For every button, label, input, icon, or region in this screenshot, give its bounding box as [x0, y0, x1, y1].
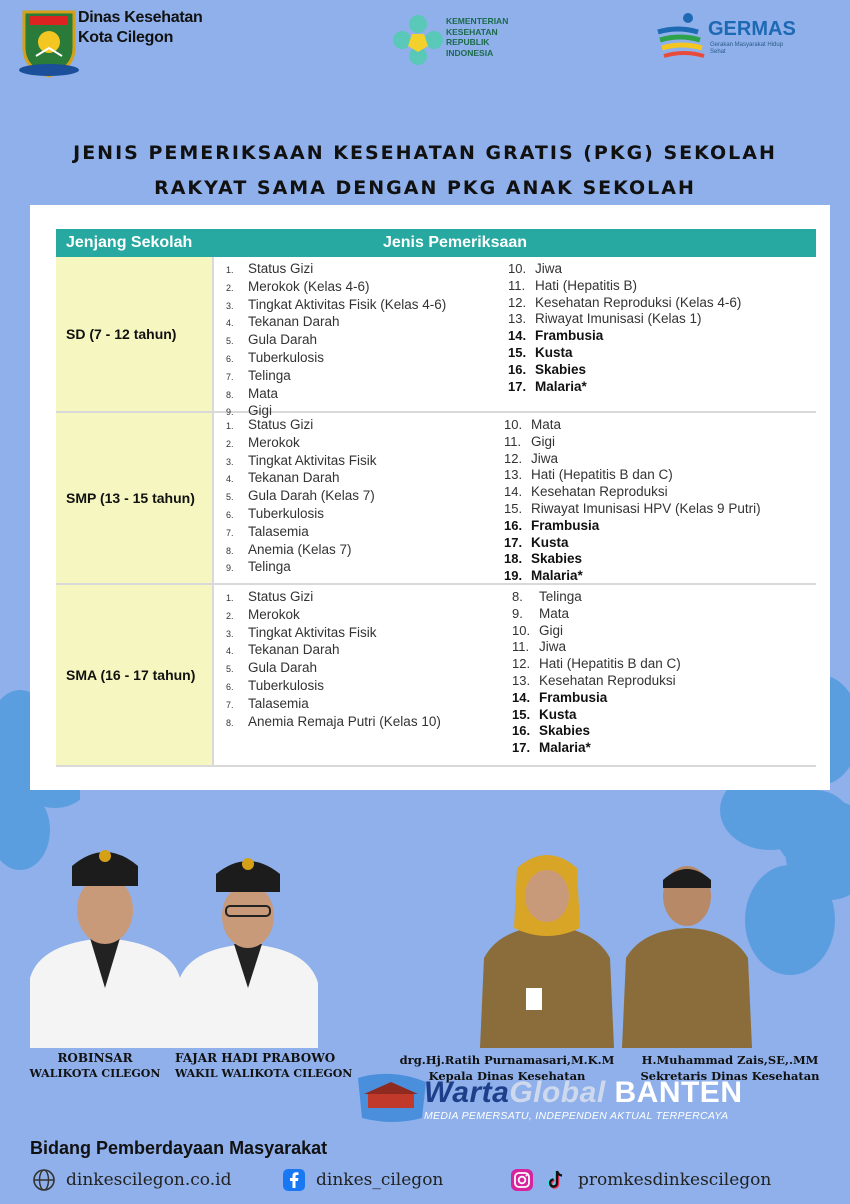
exam-item-number: 3.	[226, 628, 234, 639]
level-cell: SMA (16 - 17 tahun)	[56, 585, 214, 765]
exam-item	[512, 740, 681, 757]
exam-item-number: 2.	[226, 282, 234, 293]
exam-item-label: Frambusia	[531, 517, 600, 533]
exam-item-label: Hati (Hepatitis B)	[535, 277, 638, 293]
exam-item	[512, 639, 681, 656]
instagram-link[interactable]: promkesdinkescilegon	[578, 1170, 772, 1190]
footer-facebook[interactable]	[282, 1168, 443, 1192]
exam-item	[226, 368, 446, 386]
exam-item-label: Anemia (Kelas 7)	[248, 541, 352, 557]
exam-item-number: 9.	[226, 407, 234, 418]
exam-item	[504, 451, 761, 468]
exam-item-number: 4.	[226, 646, 234, 657]
exam-item	[504, 568, 761, 585]
official-caption	[175, 1050, 353, 1082]
exam-list	[226, 261, 446, 421]
exam-item-number: 1.	[226, 265, 234, 275]
official-role: WAKIL WALIKOTA CILEGON	[175, 1067, 353, 1080]
exam-item-label: Merokok (Kelas 4-6)	[248, 278, 370, 294]
exam-item	[226, 417, 377, 435]
kemenkes-line: KEMENTERIAN	[446, 16, 509, 26]
exam-item-number: 14.	[504, 484, 523, 500]
exam-item-number: 12.	[504, 450, 523, 466]
exam-item-label: Anemia Remaja Putri (Kelas 10)	[248, 713, 441, 729]
exam-item-label: Tingkat Aktivitas Fisik	[248, 624, 377, 640]
exam-item	[512, 656, 681, 673]
exam-item	[226, 386, 446, 404]
exam-item-label: Gula Darah	[248, 660, 318, 676]
exam-item	[226, 696, 441, 714]
exam-item-label: Telinga	[539, 589, 582, 604]
exam-item-number: 7.	[226, 371, 234, 382]
exam-item-number: 11.	[508, 277, 526, 293]
exam-item	[226, 607, 441, 625]
exam-item-number: 3.	[226, 300, 234, 311]
official-photo-wakil-walikota	[178, 848, 318, 1048]
exam-item-label: Frambusia	[539, 689, 608, 705]
exam-item-label: Gula Darah	[248, 332, 318, 348]
exam-item-number: 1.	[226, 421, 234, 431]
exam-item-label: Tuberkulosis	[248, 677, 325, 693]
exam-item-label: Mata	[248, 385, 279, 401]
exam-item-number: 2.	[226, 610, 234, 621]
exam-item	[504, 417, 761, 434]
exam-item	[226, 488, 377, 506]
exam-item-label: Jiwa	[539, 639, 567, 655]
kemenkes-text	[446, 16, 508, 58]
watermark-title-c: BANTEN	[605, 1076, 743, 1109]
exam-item	[504, 551, 761, 568]
exam-item-number: 16.	[504, 517, 523, 533]
exam-list-right	[508, 261, 741, 395]
facebook-icon	[282, 1168, 306, 1192]
exam-item-label: Jiwa	[531, 450, 559, 466]
org-name-line1: Dinas Kesehatan	[78, 9, 203, 26]
org-name-line2: Kota Cilegon	[78, 29, 174, 46]
exam-item	[504, 535, 761, 552]
exam-item-number: 10.	[512, 622, 531, 638]
watermark-title-b: Global	[509, 1076, 606, 1109]
exam-item-number: 9.	[512, 605, 523, 621]
official-photo-walikota	[30, 838, 180, 1048]
exam-item-label: Hati (Hepatitis B dan C)	[539, 656, 681, 672]
exam-item-label: Talasemia	[248, 695, 309, 711]
kemenkes-line: KESEHATAN	[446, 26, 498, 37]
exam-item-label: Skabies	[535, 361, 587, 377]
exam-item	[226, 453, 377, 471]
exam-item-number: 17.	[508, 378, 527, 394]
official-name: drg.Hj.Ratih Purnamasari,M.K.M	[399, 1053, 615, 1067]
level-cell: SMP (13 - 15 tahun)	[56, 413, 214, 583]
exam-item-label: Malaria*	[535, 378, 587, 394]
exam-item	[226, 297, 446, 315]
official-name: ROBINSAR	[57, 1051, 133, 1065]
exam-item-number: 16.	[508, 361, 527, 377]
exam-item	[226, 314, 446, 332]
watermark-title-a: Warta	[424, 1076, 510, 1109]
exam-item-label: Frambusia	[535, 328, 604, 344]
exam-item-number: 8.	[512, 589, 523, 604]
exam-list	[504, 417, 761, 585]
exam-item	[512, 723, 681, 740]
exam-item-label: Status Gizi	[248, 417, 314, 432]
exam-item	[512, 623, 681, 640]
official-photo-sekretaris	[622, 858, 752, 1048]
exam-item-label: Mata	[531, 417, 562, 432]
watermark-logo-icon	[352, 1068, 432, 1126]
watermark-subtitle: MEDIA PEMERSATU, INDEPENDEN AKTUAL TERPERCAYA	[424, 1110, 729, 1122]
exam-item-label: Skabies	[531, 551, 583, 567]
exam-item-number: 11.	[512, 639, 530, 655]
table-row	[56, 585, 816, 767]
page-title-line1: JENIS PEMERIKSAAN KESEHATAN GRATIS (PKG) SEKOLAH	[73, 142, 777, 164]
exam-item	[226, 642, 441, 660]
exam-list-left	[226, 589, 441, 731]
exam-item-label: Status Gizi	[248, 261, 314, 276]
exam-cell	[214, 257, 816, 419]
exam-item-number: 5.	[226, 664, 234, 675]
exam-item-number: 13.	[508, 311, 527, 327]
germas-title: GERMAS	[708, 18, 796, 40]
exam-cell	[214, 413, 816, 583]
exam-item-number: 6.	[226, 681, 234, 692]
exam-item-label: Merokok	[248, 434, 300, 450]
level-cell: SD (7 - 12 tahun)	[56, 257, 214, 411]
exam-item-label: Kusta	[539, 706, 577, 722]
exam-list-left	[226, 261, 446, 421]
exam-item-number: 2.	[226, 438, 234, 449]
exam-item	[226, 261, 446, 279]
footer-instagram-tiktok[interactable]	[510, 1168, 771, 1192]
exam-item-label: Kusta	[535, 344, 573, 360]
exam-item-label: Kesehatan Reproduksi	[531, 484, 668, 500]
exam-item-label: Jiwa	[535, 261, 563, 276]
exam-item	[226, 542, 377, 560]
exam-item-label: Status Gizi	[248, 589, 314, 604]
exam-list	[226, 589, 441, 731]
exam-item-number: 17.	[512, 740, 531, 756]
exam-item	[512, 589, 681, 606]
exam-list	[512, 589, 681, 757]
exam-item-label: Kesehatan Reproduksi (Kelas 4-6)	[535, 294, 742, 310]
exam-item-label: Tuberkulosis	[248, 349, 325, 365]
exam-item-label: Riwayat Imunisasi HPV (Kelas 9 Putri)	[531, 500, 761, 516]
exam-item-label: Hati (Hepatitis B dan C)	[531, 467, 673, 483]
column-header-exam: Jenis Pemeriksaan	[382, 234, 528, 251]
exam-item	[226, 524, 377, 542]
exam-table-card	[30, 205, 830, 790]
exam-item-number: 10.	[504, 417, 523, 432]
exam-item-label: Talasemia	[248, 523, 309, 539]
page-title-line2: RAKYAT SAMA DENGAN PKG ANAK SEKOLAH	[154, 177, 696, 199]
exam-item-label: Kesehatan Reproduksi	[539, 672, 676, 688]
exam-item-number: 5.	[226, 492, 234, 503]
exam-item	[226, 506, 377, 524]
exam-item	[508, 311, 741, 328]
exam-item	[508, 345, 741, 362]
germas-logo-icon	[654, 10, 710, 58]
exam-item-number: 8.	[226, 545, 234, 556]
globe-icon	[32, 1168, 56, 1192]
exam-item-label: Merokok	[248, 606, 300, 622]
exam-item-number: 15.	[512, 706, 531, 722]
exam-item-number: 6.	[226, 509, 234, 520]
exam-item-number: 12.	[508, 294, 527, 310]
exam-item-number: 5.	[226, 336, 234, 347]
exam-item-number: 18.	[504, 551, 523, 567]
exam-cell	[214, 585, 816, 765]
exam-item	[226, 559, 377, 577]
official-name: FAJAR HADI PRABOWO	[175, 1051, 336, 1065]
official-name: H.Muhammad Zais,SE,.MM	[641, 1053, 819, 1067]
official-role: Sekretaris Dinas Kesehatan	[640, 1069, 820, 1083]
exam-item	[226, 678, 441, 696]
exam-item-label: Malaria*	[539, 740, 591, 756]
official-role: WALIKOTA CILEGON	[29, 1067, 161, 1080]
exam-item-number: 7.	[226, 699, 234, 710]
exam-item-number: 14.	[512, 689, 531, 705]
exam-list	[226, 417, 377, 577]
exam-item	[226, 279, 446, 297]
exam-item-label: Skabies	[539, 723, 591, 739]
exam-item	[508, 278, 741, 295]
watermark	[352, 1068, 782, 1126]
exam-item-number: 4.	[226, 318, 234, 329]
tiktok-icon	[544, 1168, 568, 1192]
exam-item-number: 11.	[504, 433, 522, 449]
exam-item-number: 16.	[512, 723, 531, 739]
exam-item-number: 13.	[512, 672, 531, 688]
header	[0, 0, 850, 110]
official-role: Kepala Dinas Kesehatan	[428, 1069, 586, 1083]
exam-item-number: 13.	[504, 467, 523, 483]
exam-item	[512, 690, 681, 707]
exam-item-number: 15.	[504, 500, 523, 516]
exam-item	[512, 673, 681, 690]
exam-item-number: 4.	[226, 474, 234, 485]
kemenkes-logo-icon	[388, 10, 448, 70]
exam-item-number: 12.	[512, 656, 531, 672]
exam-item-label: Mata	[539, 605, 570, 621]
exam-item-number: 6.	[226, 353, 234, 364]
table-row	[56, 257, 816, 419]
exam-item-label: Tekanan Darah	[248, 642, 340, 658]
exam-item-label: Telinga	[248, 559, 291, 575]
exam-item	[226, 332, 446, 350]
exam-item-label: Gigi	[539, 622, 564, 638]
column-header-level: Jenjang Sekolah	[66, 234, 193, 251]
exam-item	[504, 434, 761, 451]
exam-item	[226, 625, 441, 643]
table-header	[56, 229, 816, 257]
exam-table	[56, 229, 816, 767]
instagram-icon	[510, 1168, 534, 1192]
exam-item	[512, 707, 681, 724]
exam-item-number: 17.	[504, 534, 523, 550]
exam-item	[512, 606, 681, 623]
exam-item-label: Malaria*	[531, 568, 583, 584]
kemenkes-line: INDONESIA	[446, 47, 494, 58]
exam-item-label: Tingkat Aktivitas Fisik (Kelas 4-6)	[248, 296, 447, 312]
exam-item	[504, 467, 761, 484]
exam-item	[226, 350, 446, 368]
exam-item-label: Tekanan Darah	[248, 314, 340, 330]
official-caption	[20, 1050, 170, 1082]
exam-item	[508, 295, 741, 312]
exam-item-label: Tingkat Aktivitas Fisik	[248, 452, 377, 468]
page-title	[0, 136, 850, 206]
org-name	[78, 8, 202, 48]
exam-item	[226, 589, 441, 607]
cilegon-emblem-icon	[16, 8, 82, 80]
exam-item	[226, 714, 441, 732]
exam-item-number: 15.	[508, 344, 527, 360]
exam-item-label: Tuberkulosis	[248, 505, 325, 521]
exam-item-label: Gula Darah (Kelas 7)	[248, 488, 375, 504]
exam-item-number: 3.	[226, 456, 234, 467]
exam-item-number: 14.	[508, 328, 527, 344]
exam-item-label: Gigi	[531, 433, 556, 449]
exam-item-number: 10.	[508, 261, 527, 276]
exam-list-right	[504, 417, 761, 585]
footer-website[interactable]	[32, 1168, 231, 1192]
exam-item	[504, 501, 761, 518]
exam-item-number: 7.	[226, 527, 234, 538]
exam-item	[226, 660, 441, 678]
exam-item	[226, 470, 377, 488]
exam-item-number: 8.	[226, 717, 234, 728]
exam-list	[508, 261, 741, 395]
exam-item-number: 1.	[226, 593, 234, 603]
table-row	[56, 413, 816, 585]
exam-item-number: 8.	[226, 389, 234, 400]
exam-item	[508, 261, 741, 278]
exam-item-label: Riwayat Imunisasi (Kelas 1)	[535, 311, 702, 327]
exam-item	[508, 328, 741, 345]
exam-item-label: Gigi	[248, 403, 273, 419]
exam-item-number: 19.	[504, 568, 523, 584]
exam-item	[504, 484, 761, 501]
website-link[interactable]: dinkescilegon.co.id	[66, 1170, 232, 1190]
exam-item	[226, 435, 377, 453]
exam-item-label: Kusta	[531, 534, 569, 550]
exam-list-left	[226, 417, 377, 577]
watermark-title	[424, 1076, 743, 1110]
official-photo-kepala-dinas	[480, 848, 614, 1048]
exam-item-number: 9.	[226, 563, 234, 574]
exam-list-right	[512, 589, 681, 757]
footer-title: Bidang Pemberdayaan Masyarakat	[30, 1138, 328, 1158]
germas-subtitle: Gerakan Masyarakat Hidup Sehat	[710, 42, 784, 55]
exam-item-label: Telinga	[248, 367, 291, 383]
exam-item	[508, 362, 741, 379]
exam-item	[504, 518, 761, 535]
facebook-link[interactable]: dinkes_cilegon	[316, 1170, 444, 1190]
exam-item	[508, 379, 741, 396]
kemenkes-line: REPUBLIK	[446, 37, 490, 47]
exam-item-label: Tekanan Darah	[248, 470, 340, 486]
